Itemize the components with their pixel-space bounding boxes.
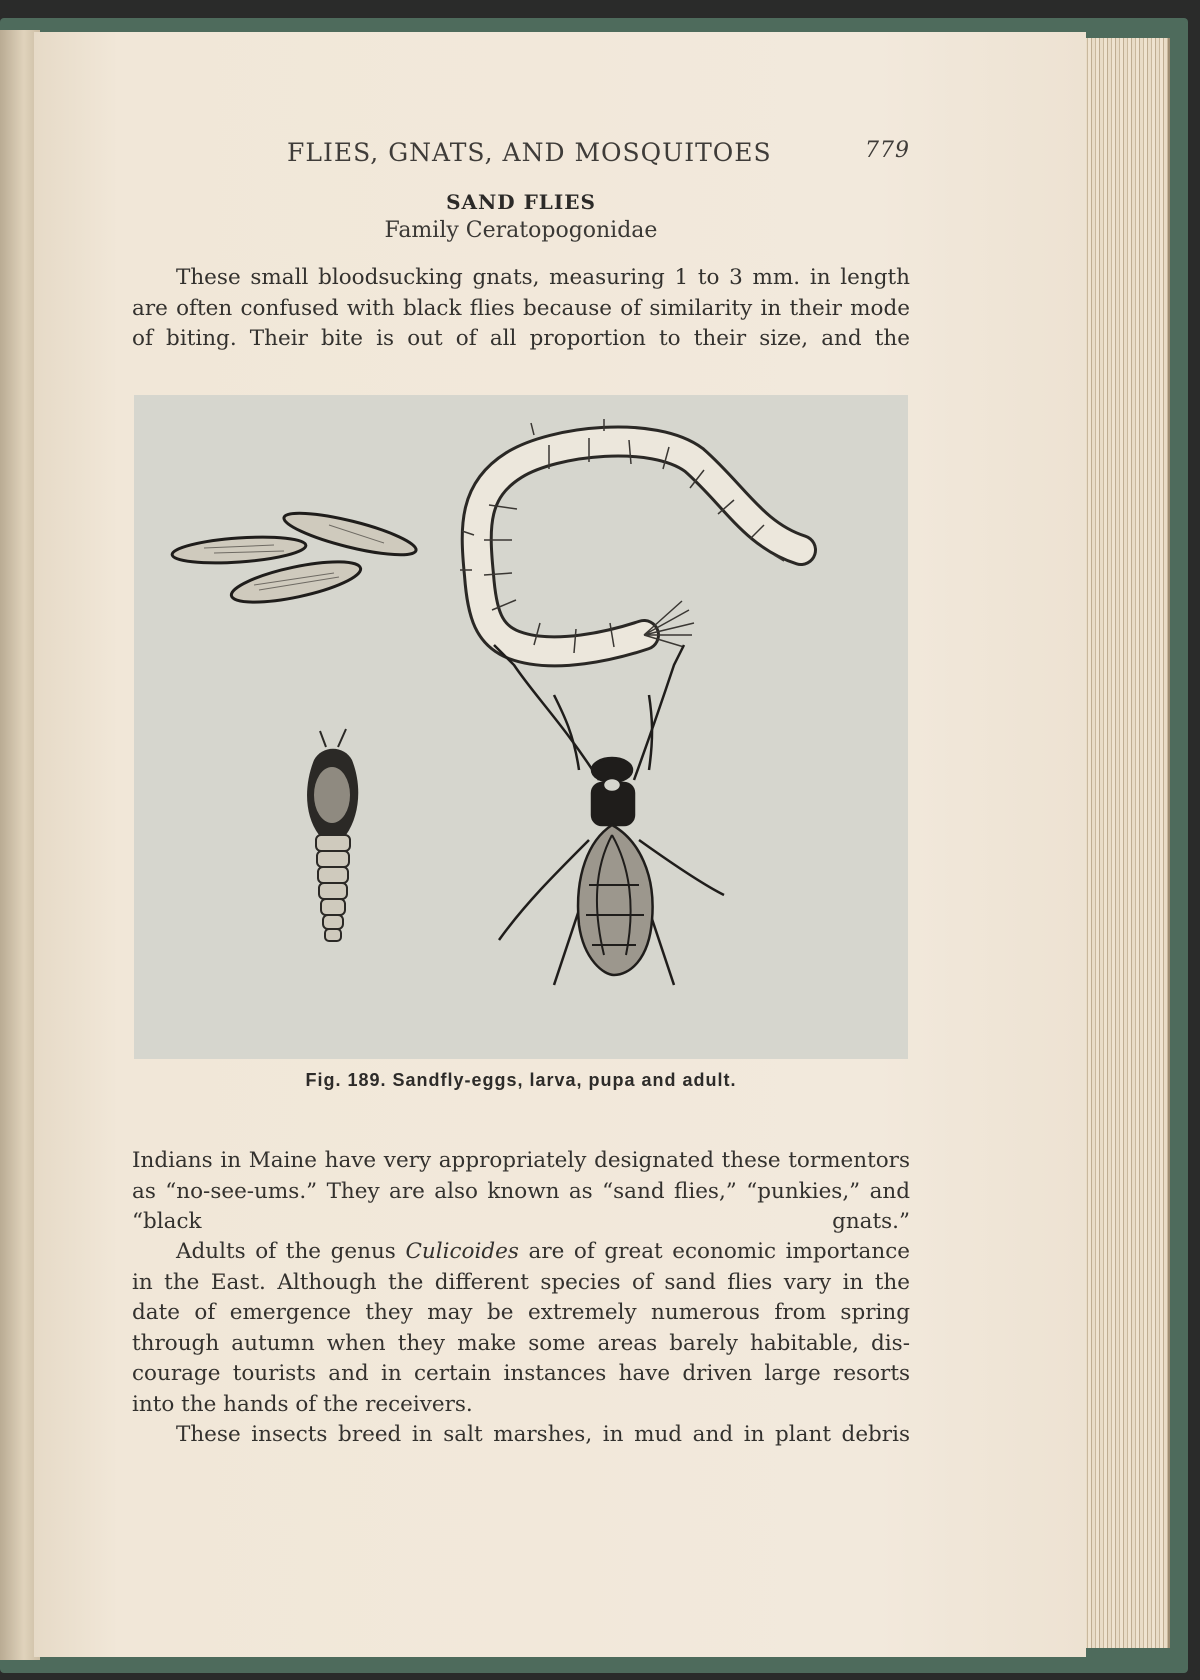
paragraph-culicoides xyxy=(132,1237,910,1420)
text-line: of biting. Their bite is out of all proportion to their size, and the xyxy=(132,326,910,351)
figure-svg xyxy=(134,395,908,1059)
figure-caption: Fig. 189. Sandfly-eggs, larva, pupa and adult. xyxy=(305,1070,737,1090)
larva-illustration xyxy=(460,419,801,653)
figure-illustration xyxy=(134,395,908,1059)
running-head xyxy=(132,138,910,178)
text-line: courage tourists and in certain instances have driven large resorts xyxy=(132,1361,910,1386)
text-line xyxy=(132,1237,910,1268)
text-line: date of emergence they may be extremely numerous from spring xyxy=(132,1300,910,1325)
text-fragment: Adults of the genus xyxy=(176,1239,406,1264)
eggs-illustration xyxy=(171,505,419,610)
text-line: in the East. Although the different species of sand flies vary in the xyxy=(132,1269,910,1295)
genus-name: Culicoides xyxy=(405,1239,519,1264)
paragraph-breeding xyxy=(132,1420,910,1451)
text-line: into the hands of the receivers. xyxy=(132,1391,473,1417)
text-line: as “no-see-ums.” They are also known as “sand flies,” “punkies,” and xyxy=(132,1178,910,1204)
page-number: 779 xyxy=(865,138,910,163)
family-subtitle: Family Ceratopogonidae xyxy=(384,218,658,243)
text-line: These small bloodsucking gnats, measuring 1 to 3 mm. in length xyxy=(176,265,910,290)
text-line: through autumn when they make some areas barely habitable, dis- xyxy=(132,1330,910,1356)
text-fragment: are of great economic importance xyxy=(518,1239,910,1264)
text-line: are often confused with black flies because of similarity in their mode xyxy=(132,295,910,321)
pupa-illustration xyxy=(307,729,358,941)
paragraph-no-see-ums xyxy=(132,1146,910,1238)
text-line: Indians in Maine have very appropriately designated these tormentors xyxy=(132,1148,910,1173)
text-line: These insects breed in salt marshes, in mud and in plant debris xyxy=(176,1422,910,1447)
adult-sandfly-illustration xyxy=(494,645,724,985)
running-title: FLIES, GNATS, AND MOSQUITOES xyxy=(287,138,772,167)
section-title: SAND FLIES xyxy=(446,190,596,214)
text-line: “black gnats.” xyxy=(132,1209,910,1234)
intro-paragraph xyxy=(132,263,910,355)
